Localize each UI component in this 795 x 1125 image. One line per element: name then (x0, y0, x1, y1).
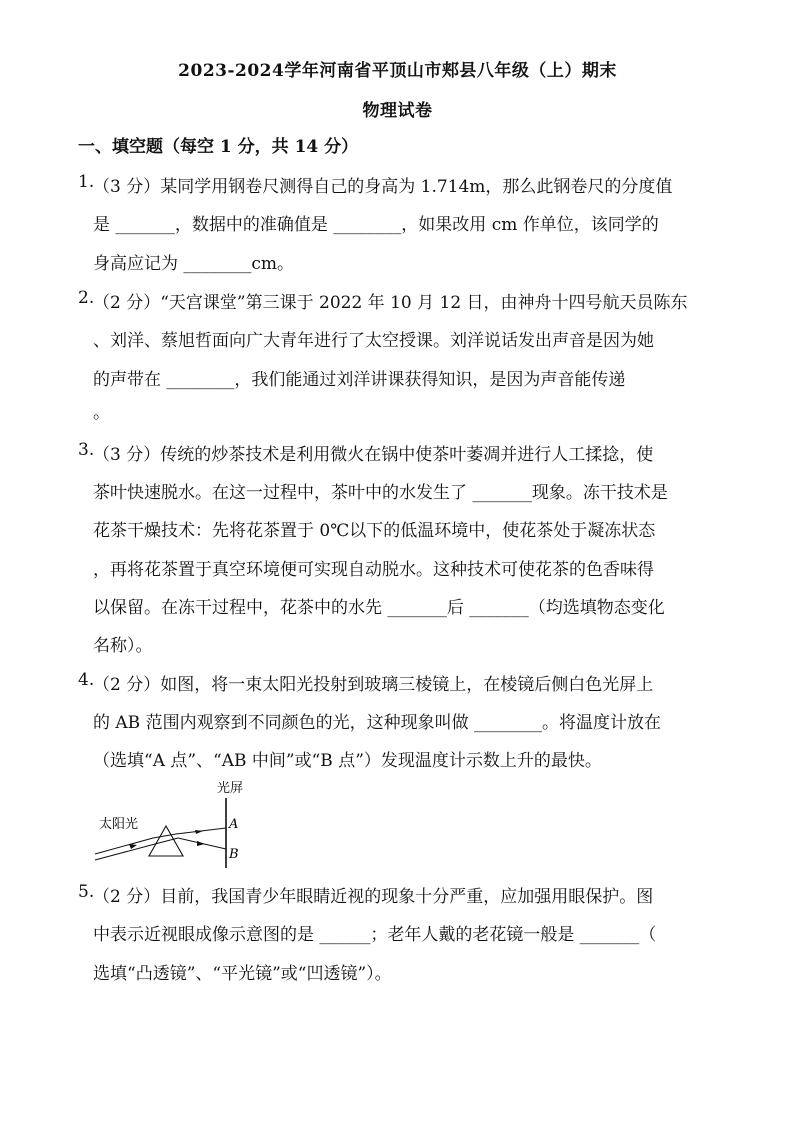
figure-label-screen: 光屏 (217, 781, 244, 796)
question-3-line-5: 以保留。在冻干过程中，花茶中的水先 _______后 _______（均选填物态变化 (93, 598, 665, 618)
exam-title: 2023-2024学年河南省平顶山市郏县八年级（上）期末 (178, 61, 617, 81)
question-3-number: 3. (78, 440, 95, 460)
exam-subtitle: 物理试卷 (362, 101, 433, 121)
question-5-line-1: （2 分）目前，我国青少年眼睛近视的现象十分严重，应加强用眼保护。图 (93, 887, 654, 907)
question-3-line-3: 花茶干燥技术：先将花茶置于 0℃以下的低温环境中，使花茶处于凝冻状态 (93, 521, 656, 541)
question-2-line-2: 、刘洋、蔡旭哲面向广大青年进行了太空授课。刘洋说话发出声音是因为她 (93, 331, 654, 351)
section-heading: 一、填空题（每空 1 分，共 14 分） (78, 137, 359, 157)
question-4-number: 4. (78, 670, 95, 690)
question-5-number: 5. (78, 882, 95, 902)
arrow-head-1 (129, 844, 137, 849)
question-2-line-4: 。 (93, 403, 110, 423)
question-3-line-6: 名称）。 (93, 636, 153, 656)
question-3-line-4: ，再将花茶置于真空环境便可实现自动脱水。这种技术可使花茶的色香味得 (93, 560, 654, 580)
question-3-line-2: 茶叶快速脱水。在这一过程中，茶叶中的水发生了 _______现象。冻干技术是 (93, 483, 668, 503)
question-3-line-1: （3 分）传统的炒茶技术是利用微火在锅中使茶叶萎凋并进行人工揉捻，使 (93, 445, 654, 465)
question-5-line-3: 选填“凸透镜”、“平光镜”或“凹透镜”）。 (93, 964, 392, 984)
question-5-line-2: 中表示近视眼成像示意图的是 ______；老年人戴的老花镜一般是 _______（ (93, 925, 657, 945)
question-4-line-1: （2 分）如图，将一束太阳光投射到玻璃三棱镜上，在棱镜后侧白色光屏上 (93, 675, 654, 695)
incident-ray-1 (95, 838, 153, 854)
question-1-line-1: （3 分）某同学用钢卷尺测得自己的身高为 1.714m，那么此钢卷尺的分度值 (93, 177, 673, 197)
question-2-number: 2. (78, 288, 95, 308)
question-4-line-3: （选填“A 点”、“AB 中间”或“B 点”）发现温度计示数上升的最快。 (93, 751, 602, 771)
point-a-label: A (229, 817, 239, 832)
question-1-number: 1. (78, 172, 95, 192)
prism-figure (93, 776, 263, 871)
question-2-line-3: 的声带在 ________，我们能通过刘洋讲课获得知识，是因为声音能传递 (93, 370, 626, 390)
question-4-line-2: 的 AB 范围内观察到不同颜色的光，这种现象叫做 ________。将温度计放在 (93, 713, 661, 733)
question-1-line-3: 身高应记为 ________cm。 (93, 254, 295, 274)
figure-label-sunlight: 太阳光 (99, 817, 139, 832)
question-1-line-2: 是 _______，数据中的准确值是 ________，如果改用 cm 作单位，该同学的 (93, 215, 659, 235)
question-2-line-1: （2 分）“天宫课堂”第三课于 2022 年 10 月 12 日，由神舟十四号航天员陈东 (93, 293, 688, 313)
point-b-label: B (229, 847, 239, 862)
